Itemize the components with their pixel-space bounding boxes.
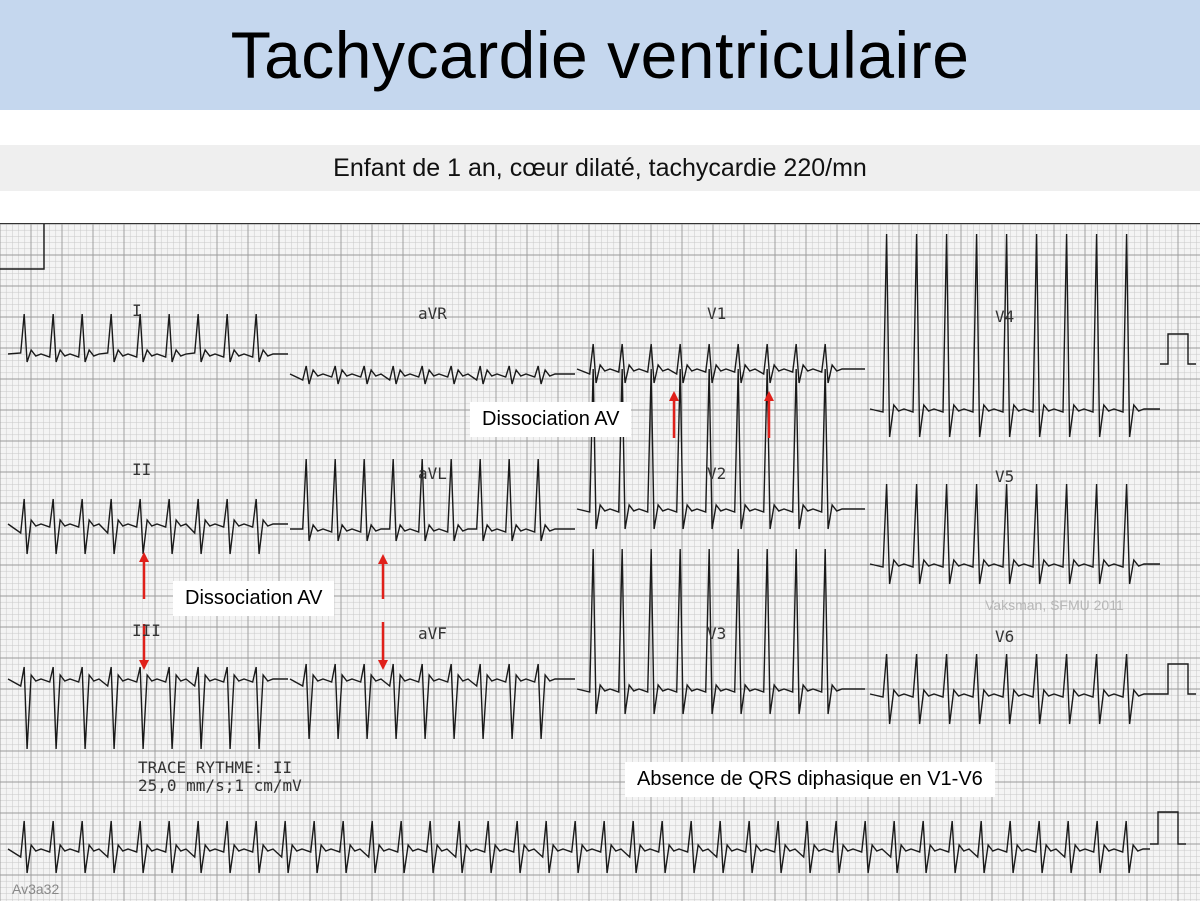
- lead-label-i: I: [132, 301, 142, 320]
- lead-label-iii: III: [132, 621, 161, 640]
- arrow-avf-down-head: [378, 660, 388, 670]
- lead-label-v6: V6: [995, 627, 1015, 646]
- lead-label-avr: aVR: [418, 304, 447, 323]
- trace-lead-i: [8, 314, 288, 362]
- lead-label-v3: V3: [707, 624, 727, 643]
- lead-label-v4: V4: [995, 307, 1015, 326]
- ecg-tracing: [0, 224, 1200, 901]
- rhythm-label-line2: 25,0 mm/s;1 cm/mV: [138, 776, 302, 795]
- rhythm-strip-label: [138, 759, 302, 795]
- lead-label-avl: aVL: [418, 464, 447, 483]
- lead-label-v1: V1: [707, 304, 727, 323]
- callout-absence-qrs: Absence de QRS diphasique en V1-V6: [625, 762, 995, 797]
- watermark: Vaksman, SFMU 2011: [985, 597, 1124, 613]
- trace-lead-ii: [8, 499, 288, 554]
- lead-label-avf: aVF: [418, 624, 447, 643]
- arrow-ii-up-head: [139, 552, 149, 562]
- trace-rhythm-ii: [8, 821, 1150, 873]
- trace-lead-avr: [290, 366, 575, 384]
- ecg-strip: [0, 223, 1200, 901]
- trace-lead-iii: [8, 667, 288, 749]
- lead-label-ii: II: [132, 460, 152, 479]
- callout-dissociation-av-left: Dissociation AV: [173, 581, 334, 616]
- title-bar: [0, 0, 1200, 110]
- slide-code: Av3a32: [12, 881, 60, 897]
- slide-title: Tachycardie ventriculaire: [230, 18, 970, 92]
- callout-dissociation-av-top: Dissociation AV: [470, 402, 631, 437]
- ecg-grid-minor: [0, 224, 1200, 901]
- lead-label-v2: V2: [707, 464, 727, 483]
- lead-label-v5: V5: [995, 467, 1015, 486]
- arrow-v1-left-head: [669, 391, 679, 401]
- rhythm-label-line1: TRACE RYTHME: II: [138, 758, 293, 777]
- arrow-v1-right-head: [764, 391, 774, 401]
- subtitle-bar: [0, 145, 1200, 191]
- slide-subtitle: Enfant de 1 an, cœur dilaté, tachycardie 220/mn: [333, 153, 867, 182]
- calibration-pulse-rhythm: [1150, 812, 1186, 844]
